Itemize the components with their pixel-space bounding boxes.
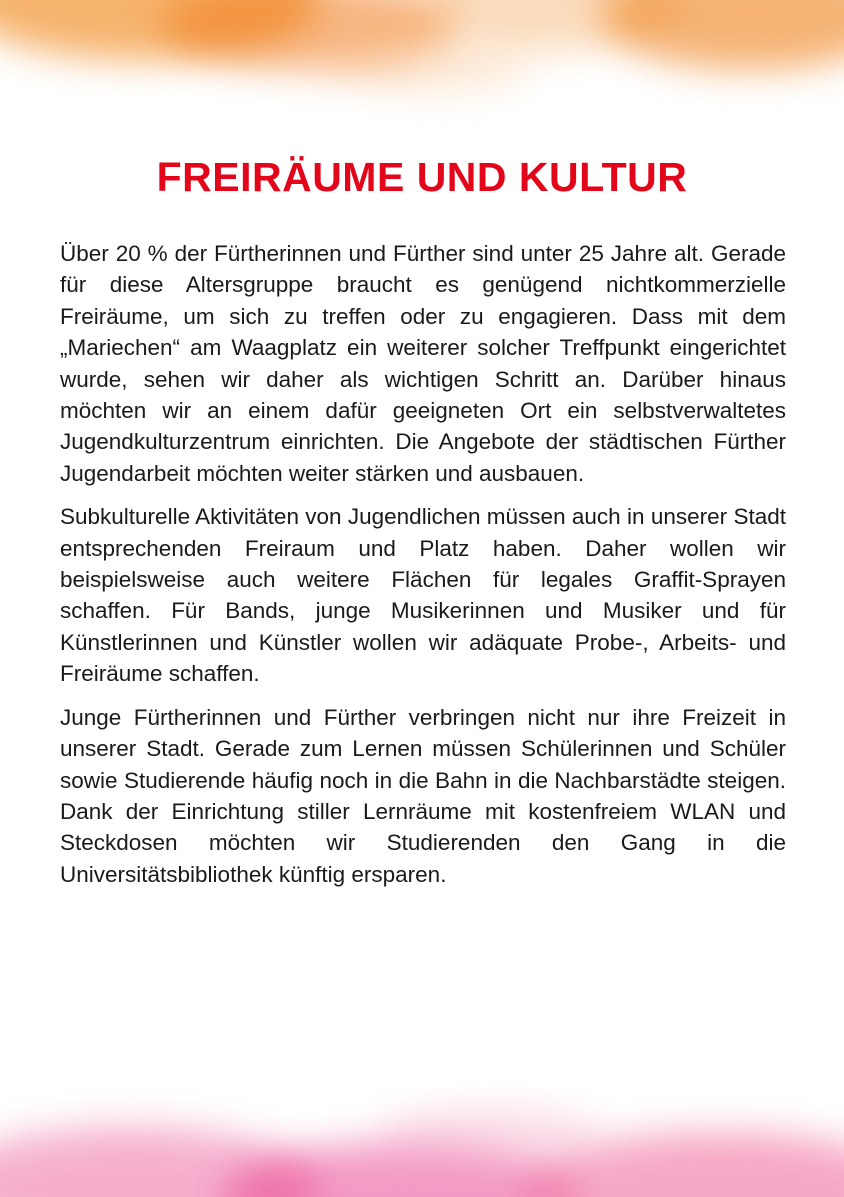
bottom-color-decoration (0, 1087, 844, 1197)
body-text (60, 238, 786, 902)
paragraph: Über 20 % der Fürtherinnen und Fürther sind unter 25 Jahre alt. Gerade für diese Altersgruppe braucht es genügend nichtkommerzielle Freiräume, um sich zu treffen oder zu engagieren. Dass mit dem „Mariechen“ am Waagplatz ein weiterer solcher Treffpunkt eingerichtet wurde, sehen wir daher als wichtigen Schritt an. Darüber hinaus möchten wir an einem dafür geeigneten Ort ein selbstverwaltetes Jugendkulturzentrum einrichten. Die Angebote der städtischen Fürther Jugendarbeit möchten weiter stärken und ausbauen. (60, 241, 786, 486)
top-color-decoration (0, 0, 844, 150)
page-title: FREIRÄUME UND KULTUR (156, 154, 688, 200)
paragraph: Junge Fürtherinnen und Fürther verbringen nicht nur ihre Freizeit in unserer Stadt. Gerade zum Lernen müssen Schülerinnen und Schüler sowie Studierende häufig noch in die Bahn in die Nachbarstädte steigen. Dank der Einrichtung stiller Lernräume mit kostenfreiem WLAN und Steckdosen möchten wir Studierenden den Gang in die Universitätsbibliothek künftig ersparen. (60, 704, 786, 887)
paragraph: Subkulturelle Aktivitäten von Jugendlichen müssen auch in unserer Stadt entsprechenden Freiraum und Platz haben. Daher wollen wir beispielsweise auch weitere Flächen für legales Graffit-Sprayen schaffen. Für Bands, junge Musikerinnen und Musiker und für Künstlerinnen und Künstler wollen wir adäquate Probe-, Arbeits- und Freiräume schaffen. (60, 504, 786, 687)
